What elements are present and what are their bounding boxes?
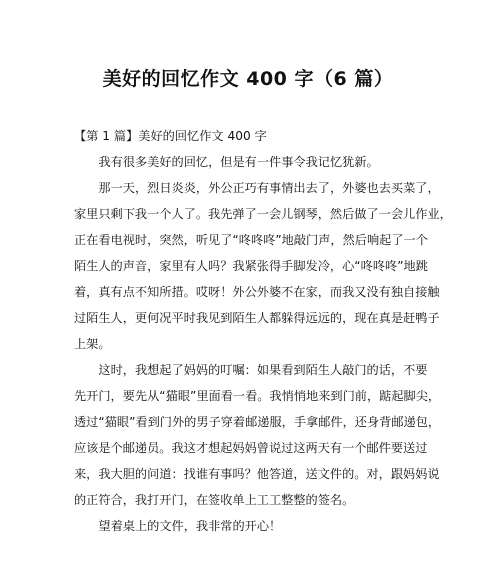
paragraph-2-line: 着，真有点不知所措。哎呀！外公外婆不在家，而我又没有独自接触 [74,285,440,299]
paragraph-3-line: 的正符合，我打开门，在签收单上工工整整的签名。 [74,493,355,507]
paragraph-2-line: 家里只剩下我一个人了。我先弹了一会儿钢琴，然后做了一会儿作业， [74,207,452,221]
paragraph-4-line: 望着桌上的文件，我非常的开心！ [98,519,282,533]
section-heading: 【第 1 篇】美好的回忆作文 400 字 [74,129,267,143]
document-title: 美好的回忆作文 400 字（6 篇） [102,68,394,90]
paragraph-3-line: 这时，我想起了妈妈的叮嘱：如果看到陌生人敲门的话，不要 [98,363,428,377]
paragraph-3-line: 透过“猫眼”看到门外的男子穿着邮递服，手拿邮件，还身背邮递包， [74,415,441,429]
paragraph-2-line: 陌生人的声音，家里有人吗？我紧张得手脚发冷，心“咚咚咚”地跳 [74,259,428,273]
paragraph-3-line: 应该是个邮递员。我这才想起妈妈曾说过这两天有一个邮件要送过 [74,441,428,455]
paragraph-2-line: 上架。 [74,337,111,351]
paragraph-2-line: 正在看电视时，突然，听见了“咚咚咚”地敲门声，然后响起了一个 [74,233,428,247]
paragraph-2-line: 那一天，烈日炎炎，外公正巧有事情出去了，外婆也去买菜了， [98,181,440,195]
paragraph-2-line: 过陌生人，更何况平时我见到陌生人都躲得远远的，现在真是赶鸭子 [74,311,440,325]
document-body [74,123,452,539]
paragraph-1-line: 我有很多美好的回忆，但是有一件事令我记忆犹新。 [98,155,379,169]
paragraph-3-line: 先开门，要先从“猫眼”里面看一看。我悄悄地来到门前，踮起脚尖， [74,389,441,403]
paragraph-3-line: 来，我大胆的问道：找谁有事吗？他答道，送文件的。对，跟妈妈说 [74,467,440,481]
